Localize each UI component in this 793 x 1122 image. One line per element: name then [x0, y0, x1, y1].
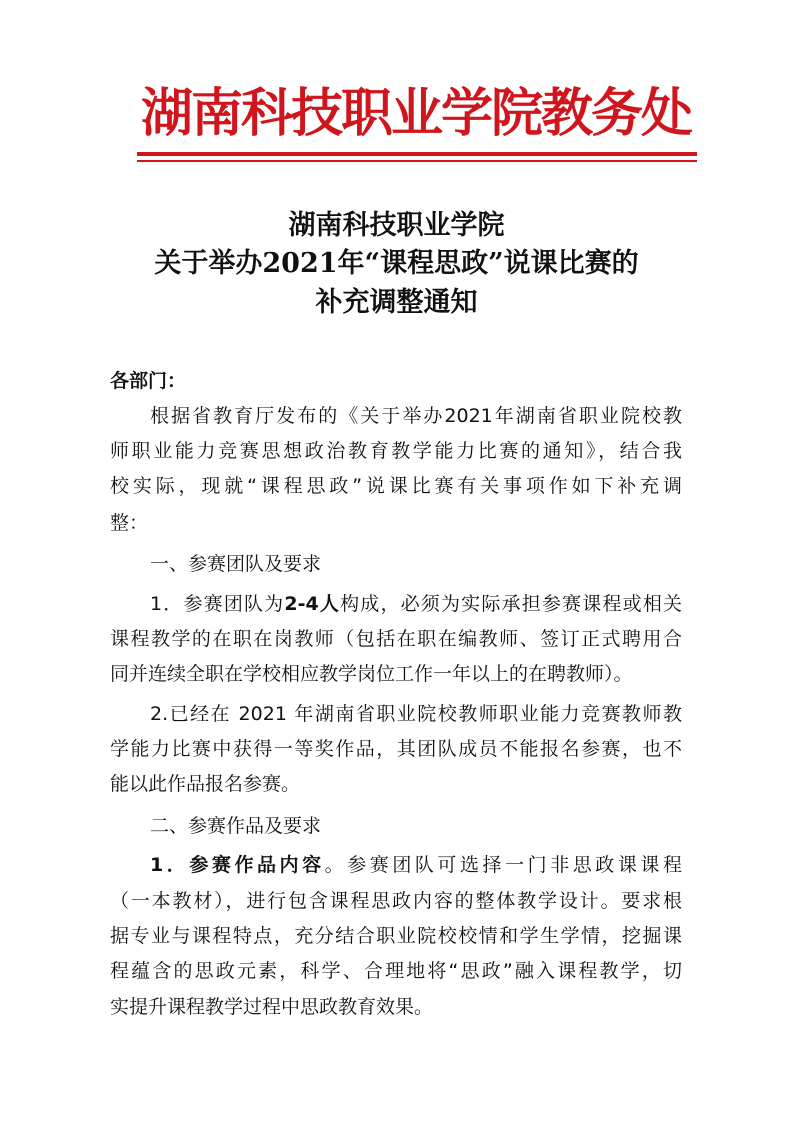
- section-2-heading: 二、参赛作品及要求: [150, 815, 322, 837]
- section-1-para-2-line: 能以此作品报名参赛。: [110, 773, 301, 795]
- intro-line: 校实际，现就“课程思政”说课比赛有关事项作如下补充调: [110, 475, 682, 497]
- masthead-rule-thick: [137, 152, 697, 156]
- salutation: 各部门：: [110, 370, 187, 392]
- masthead-rule-thin: [137, 160, 697, 162]
- document-title-line-3: 补充调整通知: [315, 287, 478, 318]
- document-title-line-2: 关于举办2021年“课程思政”说课比赛的: [154, 248, 639, 279]
- section-2-para-1-line: 实提升课程教学过程中思政教育效果。: [110, 996, 434, 1018]
- intro-line: 根据省教育厅发布的《关于举办2021年湖南省职业院校教: [150, 405, 682, 427]
- section-1-heading: 一、参赛团队及要求: [150, 553, 322, 575]
- section-2-para-1-line: 据专业与课程特点，充分结合职业院校校情和学生学情，挖掘课: [110, 925, 682, 947]
- section-2-para-1-line: 1．参赛作品内容。参赛团队可选择一门非思政课课程: [150, 854, 682, 876]
- section-2-para-1-line: 程蕴含的思政元素，科学、合理地将“思政”融入课程教学，切: [110, 960, 682, 982]
- masthead-institution-name: 湖南科技职业学院教务处: [140, 83, 691, 144]
- document-title-line-1: 湖南科技职业学院: [288, 210, 505, 241]
- section-1-para-1-line: 1．参赛团队为2-4人构成，必须为实际承担参赛课程或相关: [150, 593, 682, 615]
- section-1-para-1-line: 同并连续全职在学校相应教学岗位工作一年以上的在聘教师）。: [110, 663, 633, 685]
- section-1-para-2-line: 2.已经在 2021 年湖南省职业院校教师职业能力竞赛教师教: [150, 703, 682, 725]
- intro-line: 整：: [110, 512, 149, 534]
- section-1-para-1-line: 课程教学的在职在岗教师（包括在职在编教师、签订正式聘用合: [110, 628, 682, 650]
- intro-line: 师职业能力竞赛思想政治教育教学能力比赛的通知》，结合我: [110, 440, 682, 462]
- section-2-para-1-line: （一本教材），进行包含课程思政内容的整体教学设计。要求根: [110, 890, 682, 912]
- section-1-para-2-line: 学能力比赛中获得一等奖作品，其团队成员不能报名参赛，也不: [110, 738, 682, 760]
